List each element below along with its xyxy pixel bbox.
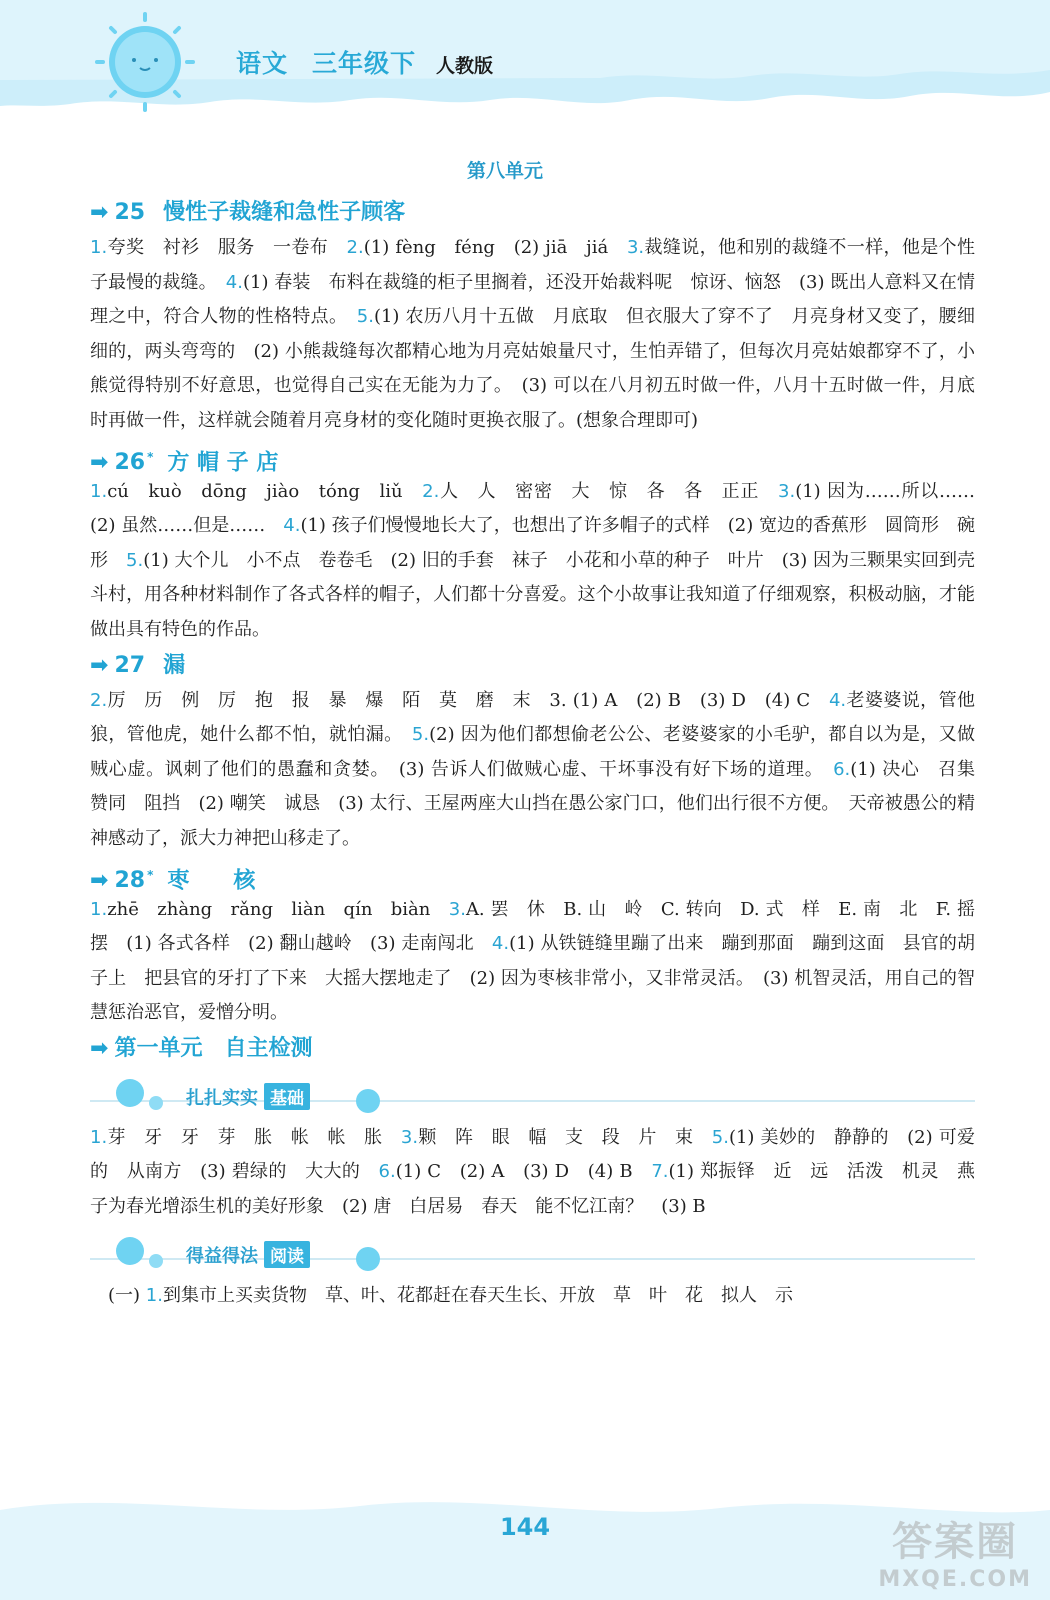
section-25-answers: 1.夸奖 衬衫 服务 一卷布 2.(1) fèng féng (2) jiā jiá 3.裁缝说，他和别的裁缝不一样，他是个性子最慢的裁缝。 4.(1) 春装 布料在裁缝的柜子里搁着，还没开始裁料呢 惊讶、恼怒 (3) 既出人意料又在情理之中，符合人物的性格特点。 5.(1) 农历八月十五做 月底取 但衣服大了穿不了 月亮身材又变了，腰细细的，两头弯弯的 (2) 小熊裁缝每次都精心地为月亮姑娘量尺寸，生怕弄错了，但每次月亮姑娘都穿不了，小熊觉得特别不好意思，也觉得自己实在无能为力了。 (3) 可以在八月初五时做一件，八月十五时做一件，月底时再做一件，这样就会随着月亮身材的变化随时更换衣服了。(想象合理即可) xyxy=(90,237,976,431)
grade: 三年级下 xyxy=(312,49,417,78)
page-header xyxy=(0,0,1050,135)
section-title-27: ➡ 27 漏 xyxy=(90,648,975,684)
arrow-icon: ➡ xyxy=(90,200,109,225)
banner-basics: 扎扎实实 基础 xyxy=(90,1071,975,1121)
watermark: 答案圈 MXQE.COM xyxy=(878,1519,1032,1592)
answer-content xyxy=(90,195,994,1313)
arrow-icon: ➡ xyxy=(90,1035,109,1061)
header-title xyxy=(236,44,493,80)
arrow-icon: ➡ xyxy=(90,867,109,893)
section-title-25: ➡ 25 慢性子裁缝和急性子顾客 xyxy=(90,195,975,231)
sun-icon xyxy=(97,14,193,110)
header-wave-decoration xyxy=(0,0,1050,135)
section-28-answers: 1.zhē zhàng rǎng liàn qín biàn 3.A. 罢 休 B. 山 岭 C. 转向 D. 式 样 E. 南 北 F. 摇 摆 (1) 各式各样 (2) 翻山越岭 (3) 走南闯北 4.(1) 从铁链缝里蹦了出来 蹦到那面 蹦到这面 县官的胡子上 把县官的牙打了下来 大摇大摆地走了 (2) 因为枣核非常小，又非常灵活。 (3) 机智灵活，用自己的智慧惩治恶官，爱憎分明。 xyxy=(90,898,994,1024)
section-26-answers: 1.cú kuò dōng jiào tóng liǔ 2.人 人 密密 大 惊 各 各 正正 3.(1) 因为……所以…… (2) 虽然……但是…… 4.(1) 孩子们慢慢地长大了，也想出了许多帽子的式样 (2) 宽边的香蕉形 圆筒形 碗形 5.(1) 大个儿 小不点 卷卷毛 (2) 旧的手套 袜子 小花和小草的种子 叶片 (3) 因为三颗果实回到壳斗村，用各种材料制作了各式各样的帽子，人们都十分喜爱。这个小故事让我知道了仔细观察，积极动脑，才能做出具有特色的作品。 xyxy=(90,480,994,640)
section-title-unit1-test: ➡ 第一单元 自主检测 xyxy=(90,1031,975,1067)
unit-title: 第八单元 xyxy=(466,160,543,182)
reading-answers: (一) 1.到集市上买卖货物 草、叶、花都赶在春天生长、开放 草 叶 花 拟人 示 xyxy=(108,1284,793,1306)
page-number: 144 xyxy=(499,1513,551,1541)
subject: 语文 xyxy=(236,49,289,78)
arrow-icon: ➡ xyxy=(90,652,109,678)
unit1-basics-answers: 1.芽 牙 牙 芽 胀 帐 帐 胀 3.颗 阵 眼 幅 支 段 片 束 5.(1) 美妙的 静静的 (2) 可爱的 从南方 (3) 碧绿的 大大的 6.(1) C (2) A (3) D (4) B 7.(1) 郑振铎 近 远 活泼 机灵 燕子为春光增添生机的美好形象 (2) 唐 白居易 春天 能不忆江南？ (3) B xyxy=(90,1126,976,1218)
banner-reading: 得益得法 阅读 xyxy=(90,1229,975,1279)
arrow-icon: ➡ xyxy=(90,449,109,475)
section-title-28: ➡ 28 * 枣 核 xyxy=(90,857,975,893)
section-title-26: ➡ 26 * 方 帽 子 店 xyxy=(90,439,975,475)
section-27-answers: 2.厉 历 例 厉 抱 报 暴 爆 陌 莫 磨 末 3. (1) A (2) B (3) D (4) C 4.老婆婆说，管他狼，管他虎，她什么都不怕，就怕漏。 5.(2) 因为他们都想偷老公公、老婆婆家的小毛驴，都自以为是，又做贼心虚。讽刺了他们的愚蠢和贪婪。 (3) 告诉人们做贼心虚、干坏事没有好下场的道理。 6.(1) 决心 召集 赞同 阻挡 (2) 嘲笑 诚恳 (3) 太行、王屋两座大山挡在愚公家门口，他们出行很不方便。 天帝被愚公的精神感动了，派大力神把山移走了。 xyxy=(90,689,994,849)
edition: 人教版 xyxy=(436,55,494,77)
